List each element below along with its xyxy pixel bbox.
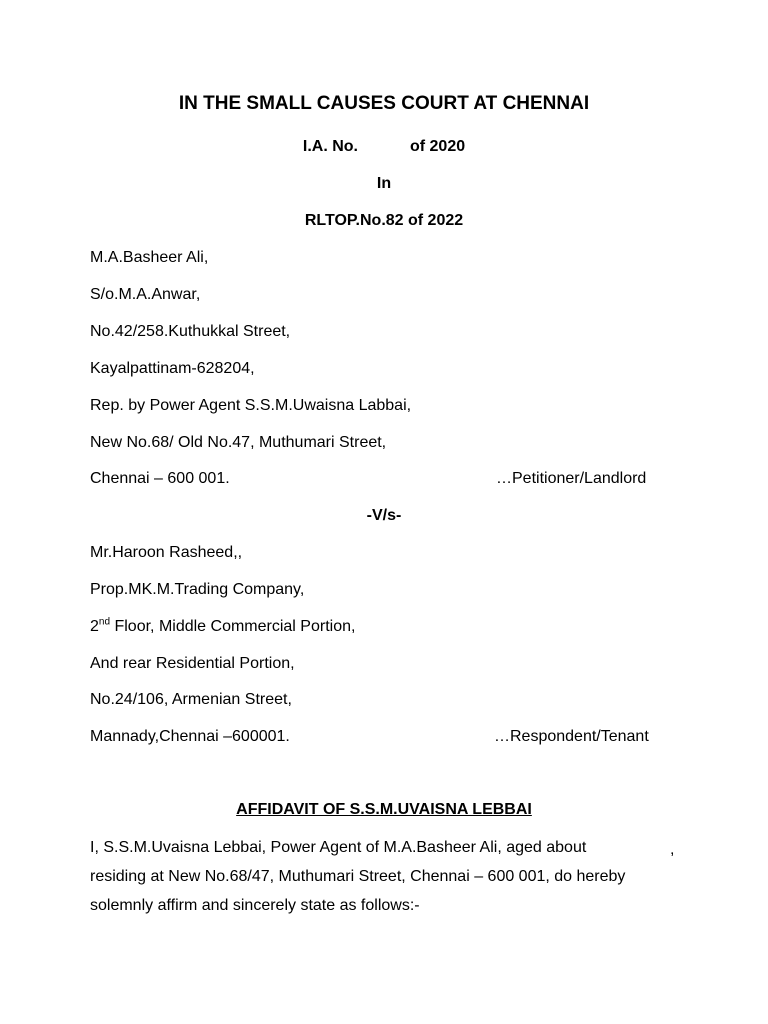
petitioner-address-line2: Kayalpattinam-628204, <box>90 360 255 377</box>
petitioner-agent-address-line2: Chennai – 600 001. <box>90 470 230 487</box>
ia-label: I.A. No. <box>302 138 358 155</box>
versus-label: -V/s- <box>366 507 402 524</box>
affidavit-body-line2: residing at New No.68/47, Muthumari Street, Chennai – 600 001, do hereby <box>90 868 626 885</box>
petitioner-name: M.A.Basheer Ali, <box>90 249 209 266</box>
petitioner-role: …Petitioner/Landlord <box>496 470 647 487</box>
ia-number <box>0 137 768 157</box>
respondent-address-line4: Mannady,Chennai –600001. <box>90 728 290 745</box>
respondent-address-line3: No.24/106, Armenian Street, <box>90 691 292 708</box>
affidavit-body-line1-end: , <box>670 841 675 858</box>
respondent-name: Mr.Haroon Rasheed,, <box>90 544 243 561</box>
respondent-role: …Respondent/Tenant <box>494 728 649 745</box>
floor-number: 2 <box>90 618 99 635</box>
case-number: RLTOP.No.82 of 2022 <box>304 212 464 229</box>
affidavit-heading-text: AFFIDAVIT OF S.S.M.UVAISNA LEBBAI <box>236 801 532 818</box>
petitioner-agent-address-line1: New No.68/ Old No.47, Muthumari Street, <box>90 434 387 451</box>
in-label: In <box>376 175 392 192</box>
petitioner-address-line1: No.42/258.Kuthukkal Street, <box>90 323 291 340</box>
respondent-company: Prop.MK.M.Trading Company, <box>90 581 305 598</box>
respondent-address-line2: And rear Residential Portion, <box>90 655 295 672</box>
respondent-address-line1 <box>90 617 355 637</box>
affidavit-heading <box>0 800 768 820</box>
court-title: IN THE SMALL CAUSES COURT AT CHENNAI <box>178 93 590 114</box>
petitioner-parent: S/o.M.A.Anwar, <box>90 286 201 303</box>
floor-description: Floor, Middle Commercial Portion, <box>110 618 356 635</box>
petitioner-power-agent: Rep. by Power Agent S.S.M.Uwaisna Labbai, <box>90 397 412 414</box>
ia-year: of 2020 <box>409 138 466 155</box>
affidavit-body-line3: solemnly affirm and sincerely state as follows:- <box>90 897 420 914</box>
floor-ordinal: nd <box>98 616 111 628</box>
affidavit-body-line1: I, S.S.M.Uvaisna Lebbai, Power Agent of M.A.Basheer Ali, aged about <box>90 839 587 856</box>
